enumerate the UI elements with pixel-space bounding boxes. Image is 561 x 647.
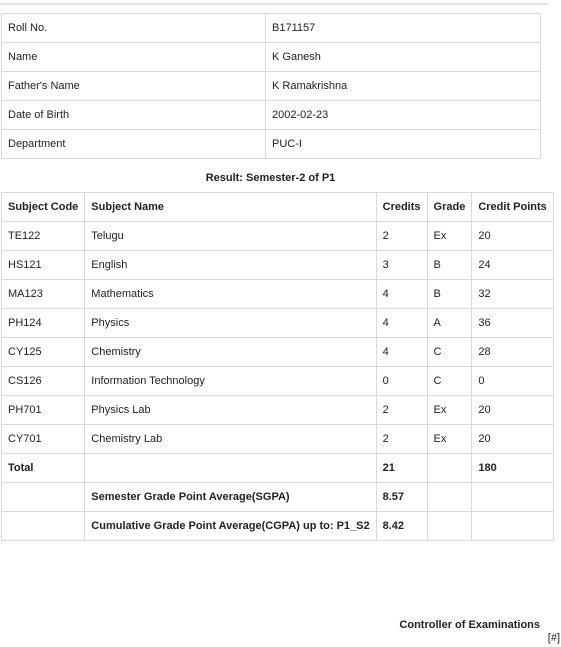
subject-code-cell: CY125 xyxy=(2,338,85,367)
table-row xyxy=(2,338,554,367)
subject-rows xyxy=(2,222,554,454)
subject-name-cell: Physics Lab xyxy=(85,396,376,425)
grade-cell: Ex xyxy=(427,222,472,251)
info-row-dept xyxy=(2,130,541,159)
table-row xyxy=(2,309,554,338)
controller-signature-label: Controller of Examinations xyxy=(399,619,540,631)
subject-name-cell: Mathematics xyxy=(85,280,376,309)
total-row xyxy=(2,454,554,483)
student-info-table xyxy=(1,13,541,159)
subject-code-cell: PH124 xyxy=(2,309,85,338)
info-row-name xyxy=(2,43,541,72)
dept-value: PUC-I xyxy=(266,130,541,159)
credits-cell: 2 xyxy=(376,396,427,425)
subject-code-cell: HS121 xyxy=(2,251,85,280)
credit-points-cell: 32 xyxy=(472,280,553,309)
credit-points-cell: 24 xyxy=(472,251,553,280)
dept-label: Department xyxy=(2,130,266,159)
credits-cell: 4 xyxy=(376,338,427,367)
table-row xyxy=(2,367,554,396)
total-credits: 21 xyxy=(376,454,427,483)
table-row xyxy=(2,251,554,280)
info-row-dob xyxy=(2,101,541,130)
header-credits: Credits xyxy=(376,193,427,222)
subject-code-cell: CY701 xyxy=(2,425,85,454)
credits-cell: 4 xyxy=(376,280,427,309)
credit-points-cell: 20 xyxy=(472,222,553,251)
subject-code-cell: PH701 xyxy=(2,396,85,425)
subject-code-cell: CS126 xyxy=(2,367,85,396)
grade-cell: C xyxy=(427,367,472,396)
credits-cell: 0 xyxy=(376,367,427,396)
grade-cell: Ex xyxy=(427,396,472,425)
grade-cell: B xyxy=(427,280,472,309)
grade-cell: B xyxy=(427,251,472,280)
info-row-roll xyxy=(2,14,541,43)
subject-code-cell: TE122 xyxy=(2,222,85,251)
dob-value: 2002-02-23 xyxy=(266,101,541,130)
header-subject-name: Subject Name xyxy=(85,193,376,222)
total-points: 180 xyxy=(472,454,553,483)
father-value: K Ramakrishna xyxy=(266,72,541,101)
name-value: K Ganesh xyxy=(266,43,541,72)
header-credit-points: Credit Points xyxy=(472,193,553,222)
subject-name-cell: Information Technology xyxy=(85,367,376,396)
header-grade: Grade xyxy=(427,193,472,222)
credit-points-cell: 28 xyxy=(472,338,553,367)
credit-points-cell: 0 xyxy=(472,367,553,396)
credit-points-cell: 20 xyxy=(472,425,553,454)
sgpa-value: 8.57 xyxy=(376,483,427,512)
grades-header-row xyxy=(2,193,554,222)
credit-points-cell: 20 xyxy=(472,396,553,425)
grade-cell: C xyxy=(427,338,472,367)
total-empty-name xyxy=(85,454,376,483)
subject-name-cell: Chemistry xyxy=(85,338,376,367)
header-subject-code: Subject Code xyxy=(2,193,85,222)
cgpa-value: 8.42 xyxy=(376,512,427,541)
table-row xyxy=(2,425,554,454)
father-label: Father's Name xyxy=(2,72,266,101)
result-title: Result: Semester-2 of P1 xyxy=(205,172,336,184)
grade-cell: Ex xyxy=(427,425,472,454)
credits-cell: 2 xyxy=(376,425,427,454)
sgpa-row xyxy=(2,483,554,512)
subject-name-cell: Physics xyxy=(85,309,376,338)
grade-cell: A xyxy=(427,309,472,338)
table-row xyxy=(2,280,554,309)
cgpa-empty-code xyxy=(2,512,85,541)
sgpa-label: Semester Grade Point Average(SGPA) xyxy=(85,483,376,512)
roll-value: B171157 xyxy=(266,14,541,43)
subject-name-cell: Chemistry Lab xyxy=(85,425,376,454)
total-label: Total xyxy=(2,454,85,483)
total-empty-grade xyxy=(427,454,472,483)
subject-code-cell: MA123 xyxy=(2,280,85,309)
subject-name-cell: English xyxy=(85,251,376,280)
table-row xyxy=(2,222,554,251)
cgpa-row xyxy=(2,512,554,541)
credits-cell: 3 xyxy=(376,251,427,280)
credit-points-cell: 36 xyxy=(472,309,553,338)
cgpa-empty-points xyxy=(472,512,553,541)
table-row xyxy=(2,396,554,425)
top-divider xyxy=(0,3,548,5)
credits-cell: 4 xyxy=(376,309,427,338)
info-row-father xyxy=(2,72,541,101)
credits-cell: 2 xyxy=(376,222,427,251)
sgpa-empty-grade xyxy=(427,483,472,512)
subject-name-cell: Telugu xyxy=(85,222,376,251)
grades-table xyxy=(1,192,554,541)
cgpa-empty-grade xyxy=(427,512,472,541)
dob-label: Date of Birth xyxy=(2,101,266,130)
page-mark: [#] xyxy=(547,632,560,644)
cgpa-label: Cumulative Grade Point Average(CGPA) up to: P1_S2 xyxy=(85,512,376,541)
sgpa-empty-code xyxy=(2,483,85,512)
roll-label: Roll No. xyxy=(2,14,266,43)
name-label: Name xyxy=(2,43,266,72)
sgpa-empty-points xyxy=(472,483,553,512)
